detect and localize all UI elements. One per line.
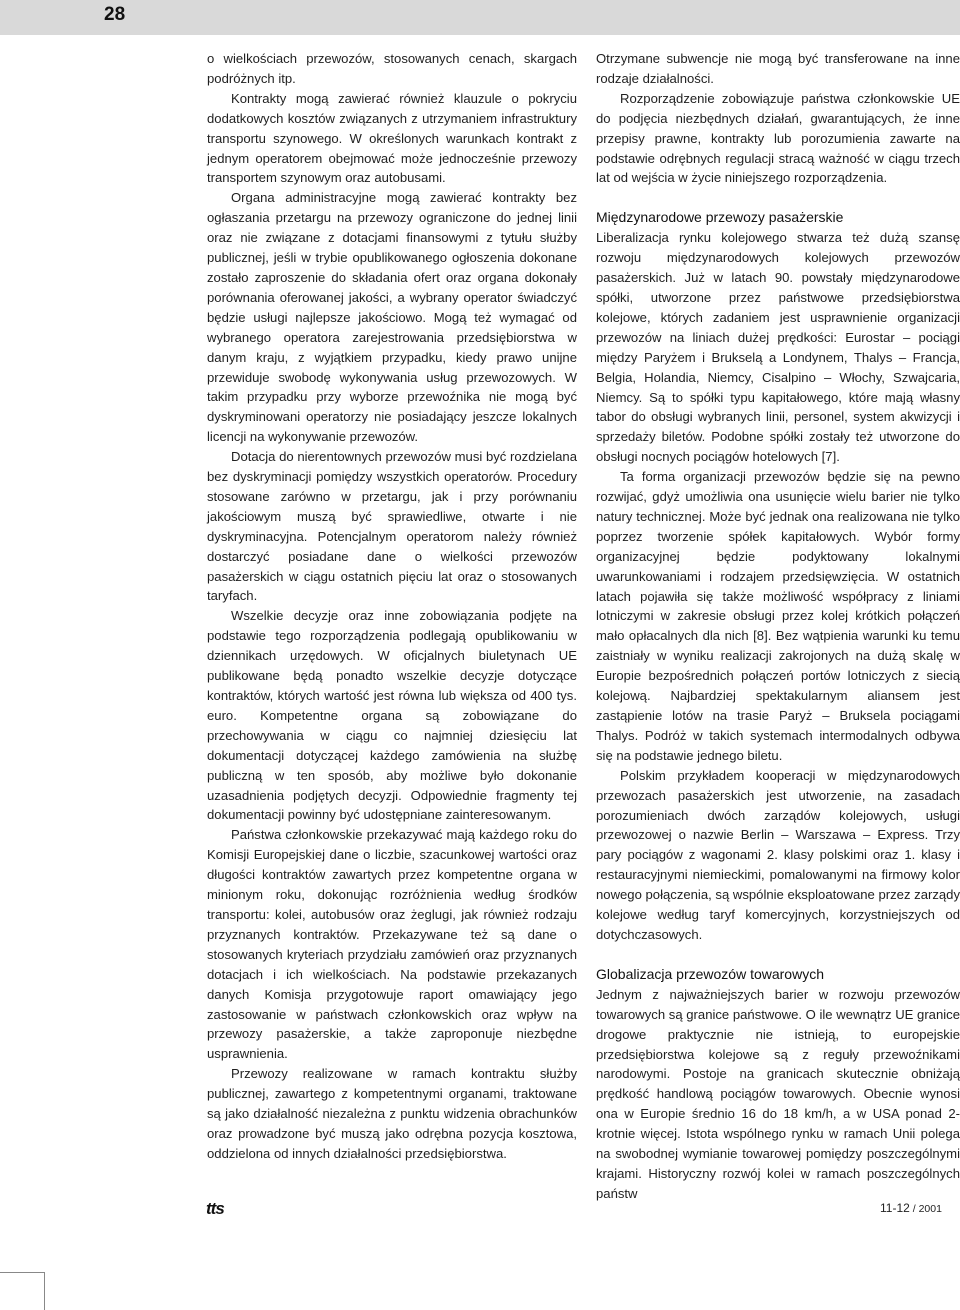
crop-mark-horizontal bbox=[0, 1272, 44, 1273]
crop-mark-vertical bbox=[44, 1272, 45, 1310]
section-heading: Globalizacja przewozów towarowych bbox=[596, 965, 824, 982]
paragraph: Polskim przykładem kooperacji w międzynarodowych przewozach pasażerskich jest utworzenie, na zasadach porozumieniach dwóch zarządów kolejowych, usługi przewozowej o nazwie Berlin – Warszawa – Express. Trzy pary pociągów z wagonami 2. klasy polskimi oraz 1. klasy i restauracyjnymi niemieckimi, pomalowanymi na firmowy kolor nowego połączenia, są wspólnie eksploatowane przez zarządy kolejowe według taryf komercyjnych, korzystniejszych od dotychczasowych. bbox=[596, 767, 960, 942]
paragraph: Kontrakty mogą zawierać również klauzule o pokryciu dodatkowych kosztów związanych z utrzymaniem infrastruktury transportu szynowego. W określonych warunkach kontrakt z jednym operatorem obejmować może jednocześnie przewozy transportem szynowym oraz autobusami. bbox=[207, 90, 577, 186]
page-number: 28 bbox=[104, 4, 126, 25]
paragraph: Przewozy realizowane w ramach kontraktu służby publicznej, zawartego z kompetentnymi organami, traktowane są jako działalność niezależna z punktu widzenia obrachunków oraz prowadzone być muszą jako odrębna pozycja kosztowa, oddzielona od innych działalności przedsiębiorstwa. bbox=[207, 1066, 577, 1161]
paragraph: Wszelkie decyzje oraz inne zobowiązania podjęte na podstawie tego rozporządzenia podlegają opublikowaniu w dziennikach urzędowych. W oficjalnych biuletynach UE publikowane będą ponadto wszelkie decyzje dotyczące kontraktów, których wartość jest równa lub większa od 400 tys. euro. Kompetentne organa są zobowiązane do przechowywania w ciągu co najmniej dziesięciu lat dokumentacji dotyczącej każdego zamówienia na służbę publiczną w ten sposób, aby możliwe było dokonanie uzasadnienia podjętych decyzji. Odpowiednie fragmenty tej dokumentacji powinny być udostępniane zainteresowanym. bbox=[207, 608, 577, 823]
page-header-bar bbox=[0, 0, 960, 35]
section-heading: Międzynarodowe przewozy pasażerskie bbox=[596, 209, 844, 226]
paragraph: Organa administracyjne mogą zawierać kontrakty bez ogłaszania przetargu na przewozy ograniczone do jednej linii oraz nie związane z dotacjami finansowymi z tytułu służby publicznej, jeśli w trybie opublikowanego ogłoszenia dokonane zostało zaproszenie do składania ofert oraz organa dokonały porównania oferowanej jakości, a wybrany operator świadczyć będzie usługi najlepsze jakościowo. Mogą też wymagać od wybranego operatora zarejestrowania przedsiębiorstwa w danym kraju, z wyjątkiem przypadku, kiedy prawo unijne przewiduje swobodę wykonywania usług przewozowych. W takim przypadku przy wyborze przewoźnika nie mogą być dyskryminowani operatorzy nie posiadający jeszcze lokalnych licencji na wykonywanie przewozów. bbox=[207, 190, 577, 445]
paragraph: Ta forma organizacji przewozów będzie się na pewno rozwijać, gdyż umożliwia ona usunięcie wielu barier nie tylko natury technicznej. Może być jednak ona realizowana nie tylko poprzez tworzenie spółek kapitałowych. Wybór formy organizacyjnej będzie podyktowany lokalnymi uwarunkowaniami i rodzajem przedsięwzięcia. W ostatnich latach pojawiła się także możliwość współpracy z liniami lotniczymi w zakresie obsługi przez kolej krótkich połączeń mało opłacalnych dla nich [8]. Bez wątpienia warunki ku temu zaistniały w wyniku realizacji zakrojonych na dużą skalę w Europie bezpośrednich połączeń portów lotniczych z siecią kolejową. Najbardziej spektakularnym aliansem jest zastąpienie lotów na trasie Paryż – Bruksela pociągami Thalys. Podróż w takich systemach intermodalnych odbywa się na podstawie jednego biletu. bbox=[596, 469, 960, 763]
paragraph: Dotacja do nierentownych przewozów musi być rozdzielana bez dyskryminacji pomiędzy wszystkich operatorów. Procedury stosowane zarówno w przetargu, jak i przy porównaniu jakościowym muszą być sprawiedliwe, otwarte i nie dyskryminacyjna. Potencjalnym operatorom należy również dostarczyć posiadane dane o wielkości przewozów pasażerskich w ciągu ostatnich pięciu lat oraz o stosowanych taryfach. bbox=[207, 449, 577, 604]
right-column bbox=[596, 49, 960, 1201]
paragraph: Rozporządzenie zobowiązuje państwa członkowskie UE do podjęcia niezbędnych działań, gwarantujących, że inne przepisy prawne, kontrakty lub porozumienia zawarte na podstawie odrębnych regulacji stracą ważność w ciągu trzech lat od wejścia w życie niniejszego rozporządzenia. bbox=[596, 90, 960, 186]
issue-number bbox=[880, 1201, 942, 1215]
paragraph: Państwa członkowskie przekazywać mają każdego roku do Komisji Europejskiej dane o liczbie, szacunkowej wartości oraz długości kontraktów zawartych przez kompetentne organa w minionym roku, dokonując rozróżnienia według środków transportu: kolei, autobusów oraz żeglugi, jak również rodzaju przyznanych kontraktów. Przekazywane też są dane o stosowanych kryteriach przydziału zamówień oraz przyznanych dotacjach i ich wielkościach. Na podstawie przekazanych danych Komisja przygotowuje raport omawiający jego zastosowanie w państwach członkowskich oraz wpływ na przewozy pasażerskie, a także zaproponuje niezbędne usprawnienia. bbox=[207, 827, 577, 1062]
paragraph: Jednym z najważniejszych barier w rozwoju przewozów towarowych są granice państwowe. O ile wewnątrz UE granice drogowe praktycznie nie istnieją, to europejskie przedsiębiorstwa kolejowe są z reguły przewoźnikami narodowymi. Postoje na granicach skutecznie obniżają prędkość handlową pociągów towarowych. Obecnie wynosi ona w Europie średnio 16 do 18 km/h, a w USA ponad 2-krotnie więcej. Istota wspólnego rynku w ramach Unii polega na swobodnej wymianie towarowej pomiędzy poszczególnymi krajami. Historyczny rozwój kolei w ramach poszczególnych państw bbox=[596, 986, 960, 1201]
left-column bbox=[207, 49, 577, 1169]
paragraph: Otrzymane subwencje nie mogą być transferowane na inne rodzaje działalności. bbox=[596, 51, 960, 86]
paragraph: Liberalizacja rynku kolejowego stwarza też dużą szansę rozwoju międzynarodowych kolejowych przewozów pasażerskich. Już w latach 90. powstały międzynarodowe spółki, utworzone przez państwowe przedsiębiorstwa kolejowe, których zadaniem jest usprawnienie organizacji przewozów na liniach dużej prędkości: Eurostar – pociągi między Paryżem i Brukselą a Londynem, Thalys – Francja, Belgia, Holandia, Niemcy, Cisalpino – Włochy, Szwajcaria, Niemcy. Są to spółki typu kapitałowego, które mają własny tabor do obsługi wybranych linii, personel, system akwizycji i sprzedaży biletów. Podobne spółki zostały też utworzone do obsługi nocnych pociągów hotelowych [7]. bbox=[596, 230, 960, 465]
publication-logo: tts bbox=[206, 1199, 224, 1218]
issue-label: 11-12 bbox=[880, 1201, 910, 1215]
paragraph: o wielkościach przewozów, stosowanych cenach, skargach podróżnych itp. bbox=[207, 51, 577, 86]
issue-year: / 2001 bbox=[909, 1203, 942, 1215]
